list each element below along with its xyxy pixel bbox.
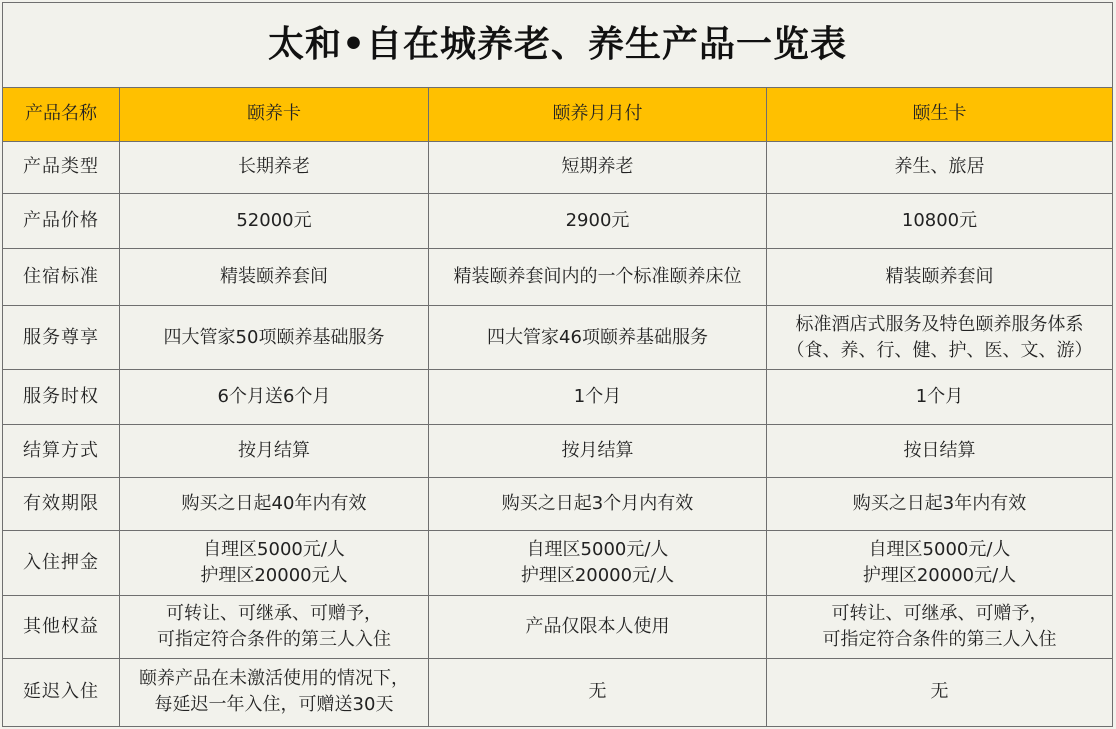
product-comparison-table	[2, 2, 1113, 727]
cell-line: （食、养、行、健、护、医、文、游）	[786, 339, 1093, 361]
table-cell	[120, 596, 429, 658]
table-row	[3, 141, 1113, 193]
table-row	[3, 424, 1113, 477]
cell-line: 养生、旅居	[894, 156, 985, 178]
cell-line: 购买之日起3个月内有效	[501, 493, 694, 515]
row-label: 产品价格	[3, 193, 120, 248]
cell-line: 护理区20000元人	[200, 565, 348, 587]
cell-line: 52000元	[236, 209, 312, 231]
table-cell	[120, 306, 429, 370]
row-label: 有效期限	[3, 477, 120, 530]
header-row	[3, 88, 1113, 141]
cell-line: 2900元	[565, 209, 630, 231]
cell-line: 标准酒店式服务及特色颐养服务体系	[795, 313, 1084, 335]
table-cell	[120, 424, 429, 477]
row-label: 服务时权	[3, 370, 120, 424]
table-cell	[120, 248, 429, 305]
row-label: 服务尊享	[3, 306, 120, 370]
row-label: 延迟入住	[3, 658, 120, 726]
cell-line: 可指定符合条件的第三人入住	[822, 629, 1057, 651]
table-cell	[429, 424, 767, 477]
table-title: 太和•自在城养老、养生产品一览表	[3, 3, 1113, 88]
table-cell	[429, 193, 767, 248]
table-row	[3, 193, 1113, 248]
cell-line: 每延迟一年入住，可赠送30天	[154, 694, 394, 716]
header-label: 产品名称	[3, 88, 120, 141]
cell-line: 可转让、可继承、可赠予，	[166, 603, 382, 625]
table-row	[3, 370, 1113, 424]
table-cell	[429, 596, 767, 658]
cell-line: 颐养产品在未激活使用的情况下，	[139, 668, 409, 690]
cell-line: 无	[588, 681, 607, 703]
cell-line: 购买之日起3年内有效	[852, 493, 1027, 515]
row-label: 入住押金	[3, 531, 120, 596]
header-product-1: 颐养卡	[120, 88, 429, 141]
table-row	[3, 596, 1113, 658]
cell-line: 购买之日起40年内有效	[181, 493, 367, 515]
table-row	[3, 658, 1113, 726]
cell-line: 无	[930, 681, 949, 703]
cell-line: 精装颐养套间内的一个标准颐养床位	[453, 266, 742, 288]
table-cell	[429, 141, 767, 193]
table-cell	[120, 370, 429, 424]
table-cell	[429, 531, 767, 596]
table-cell	[120, 477, 429, 530]
table-cell	[767, 596, 1113, 658]
table-cell	[120, 658, 429, 726]
table-cell	[767, 531, 1113, 596]
cell-line: 自理区5000元/人	[526, 539, 669, 561]
table-cell	[767, 193, 1113, 248]
cell-line: 精装颐养套间	[885, 266, 994, 288]
header-product-3: 颐生卡	[767, 88, 1113, 141]
table-cell	[429, 658, 767, 726]
cell-line: 短期养老	[561, 156, 634, 178]
row-label: 其他权益	[3, 596, 120, 658]
table-cell	[120, 531, 429, 596]
cell-line: 按月结算	[238, 439, 310, 461]
table-cell	[767, 306, 1113, 370]
cell-line: 1个月	[573, 386, 622, 408]
cell-line: 精装颐养套间	[220, 266, 328, 288]
table-cell	[767, 658, 1113, 726]
table-cell	[767, 370, 1113, 424]
table-cell	[429, 248, 767, 305]
table-row	[3, 306, 1113, 370]
row-label: 住宿标准	[3, 248, 120, 305]
cell-line: 长期养老	[238, 156, 310, 178]
cell-line: 按月结算	[561, 439, 634, 461]
cell-line: 可转让、可继承、可赠予，	[831, 603, 1048, 625]
cell-line: 四大管家46项颐养基础服务	[487, 326, 708, 348]
cell-line: 按日结算	[903, 439, 976, 461]
table-cell	[767, 477, 1113, 530]
cell-line: 1个月	[915, 386, 964, 408]
cell-line: 产品仅限本人使用	[525, 616, 670, 638]
cell-line: 护理区20000元/人	[862, 565, 1017, 587]
table-cell	[120, 141, 429, 193]
table-cell	[429, 370, 767, 424]
table-cell	[767, 141, 1113, 193]
cell-line: 6个月送6个月	[217, 386, 331, 408]
table-cell	[429, 477, 767, 530]
table-cell	[767, 424, 1113, 477]
table-cell	[120, 193, 429, 248]
cell-line: 四大管家50项颐养基础服务	[163, 326, 385, 348]
cell-line: 10800元	[901, 209, 978, 231]
cell-line: 自理区5000元/人	[203, 539, 345, 561]
table-cell	[767, 248, 1113, 305]
table-row	[3, 248, 1113, 305]
row-label: 产品类型	[3, 141, 120, 193]
table-row	[3, 477, 1113, 530]
title-row	[3, 3, 1113, 88]
cell-line: 自理区5000元/人	[868, 539, 1011, 561]
table-row	[3, 531, 1113, 596]
table-cell	[429, 306, 767, 370]
cell-line: 可指定符合条件的第三人入住	[157, 629, 391, 651]
cell-line: 护理区20000元/人	[520, 565, 675, 587]
header-product-2: 颐养月月付	[429, 88, 767, 141]
row-label: 结算方式	[3, 424, 120, 477]
